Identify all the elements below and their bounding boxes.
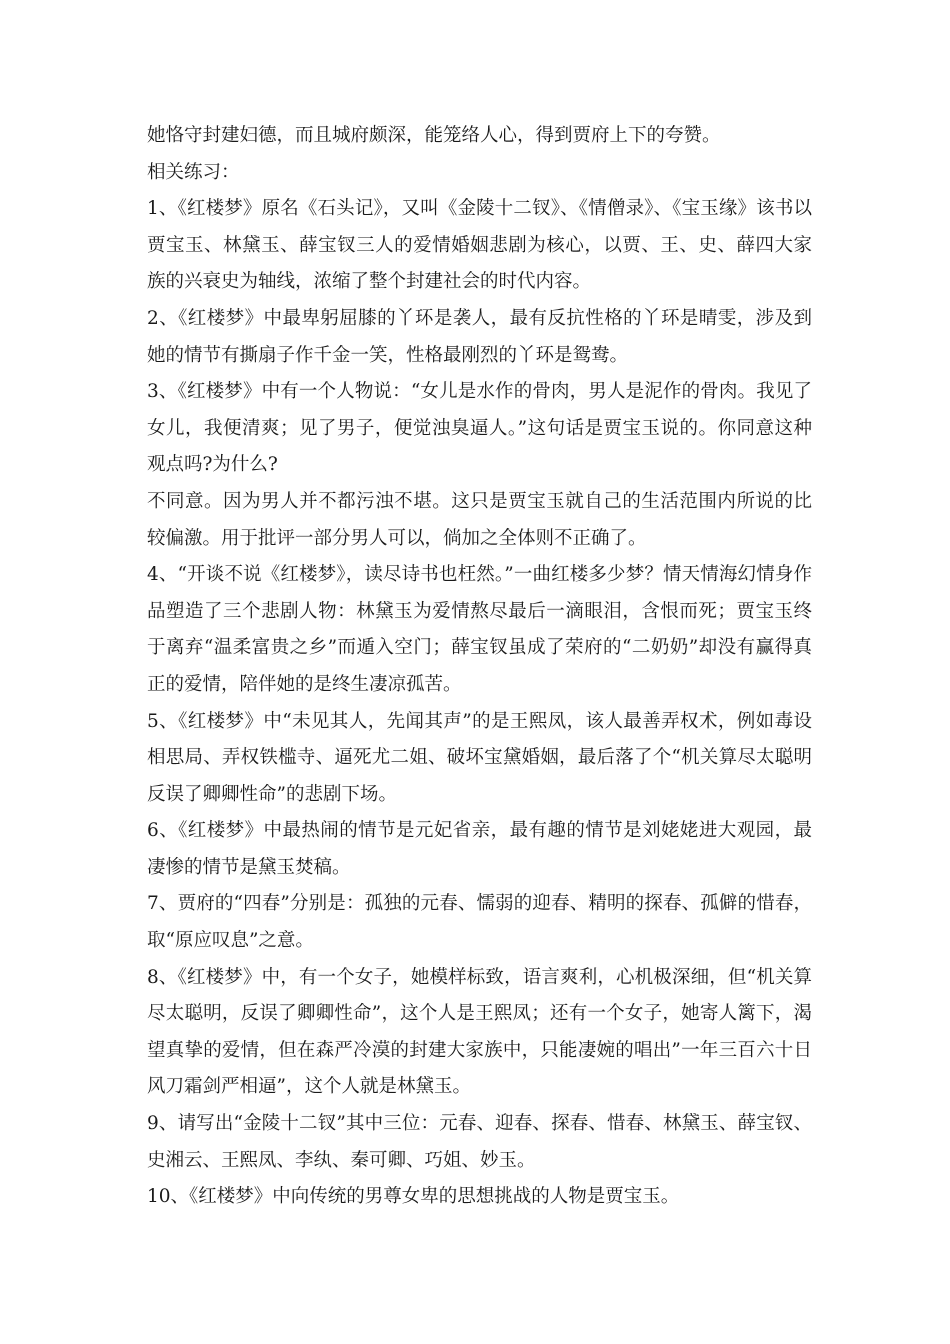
exercise-8: 8、《红楼梦》中，有一个女子，她模样标致，语言爽利，心机极深细，但“机关算尽太聪明，反误了卿卿性命”，这个人是王熙凤；还有一个女子，她寄人篱下，渴望真挚的爱情，但在森严冷漠的封建大家族中，只能凄婉的唱出”一年三百六十日风刀霜剑严相逼”，这个人就是林黛玉。 (147, 966, 812, 1098)
exercise-7: 7、贾府的“四春”分别是：孤独的元春、懦弱的迎春、精明的探春、孤僻的惜春，取“原应叹息”之意。 (147, 893, 812, 952)
exercise-9: 9、请写出“金陵十二钗”其中三位：元春、迎春、探春、惜春、林黛玉、薛宝钗、史湘云、王熙凤、李纨、秦可卿、巧姐、妙玉。 (147, 1113, 812, 1171)
exercise-10: 10、《红楼梦》中向传统的男尊女卑的思想挑战的人物是贾宝玉。 (147, 1186, 680, 1208)
exercise-3-answer: 不同意。因为男人并不都污浊不堪。这只是贾宝玉就自己的生活范围内所说的比较偏激。用于批评一部分男人可以，倘加之全体则不正确了。 (147, 490, 812, 549)
exercise-4: 4、“开谈不说《红楼梦》，读尽诗书也枉然。”一曲红楼多少梦？情天情海幻情身作品塑造了三个悲剧人物：林黛玉为爱情熬尽最后一滴眼泪，含恨而死；贾宝玉终于离弃“温柔富贵之乡”而遁入空门；薛宝钗虽成了荣府的“二奶奶”却没有赢得真正的爱情，陪伴她的是终生凄凉孤苦。 (147, 564, 812, 695)
exercise-6: 6、《红楼梦》中最热闹的情节是元妃省亲，最有趣的情节是刘姥姥进大观园，最凄惨的情节是黛玉焚稿。 (147, 820, 812, 878)
exercise-2: 2、《红楼梦》中最卑躬屈膝的丫环是袭人，最有反抗性格的丫环是晴雯，涉及到她的情节有撕扇子作千金一笑，性格最刚烈的丫环是鸳鸯。 (147, 307, 812, 366)
document-page (147, 118, 812, 1216)
paragraph-intro: 她恪守封建妇德，而且城府颇深，能笼络人心，得到贾府上下的夸赞。 (147, 125, 721, 146)
exercise-3: 3、《红楼梦》中有一个人物说：“女儿是水作的骨肉，男人是泥作的骨肉。我见了女儿，我便清爽；见了男子，便觉浊臭逼人。”这句话是贾宝玉说的。你同意这种观点吗?为什么? (147, 381, 812, 476)
exercise-1: 1、《红楼梦》原名《石头记》，又叫《金陵十二钗》、《情僧录》、《宝玉缘》该书以贾宝玉、林黛玉、薛宝钗三人的爱情婚姻悲剧为核心，以贾、王、史、薛四大家族的兴衰史为轴线，浓缩了整个封建社会的时代内容。 (147, 198, 812, 293)
section-heading-exercises: 相关练习： (147, 161, 240, 183)
exercise-5: 5、《红楼梦》中“未见其人，先闻其声”的是王熙凤，该人最善弄权术，例如毒设相思局、弄权铁槛寺、逼死尤二姐、破坏宝黛婚姻，最后落了个“机关算尽太聪明反误了卿卿性命”的悲剧下场。 (147, 710, 812, 805)
